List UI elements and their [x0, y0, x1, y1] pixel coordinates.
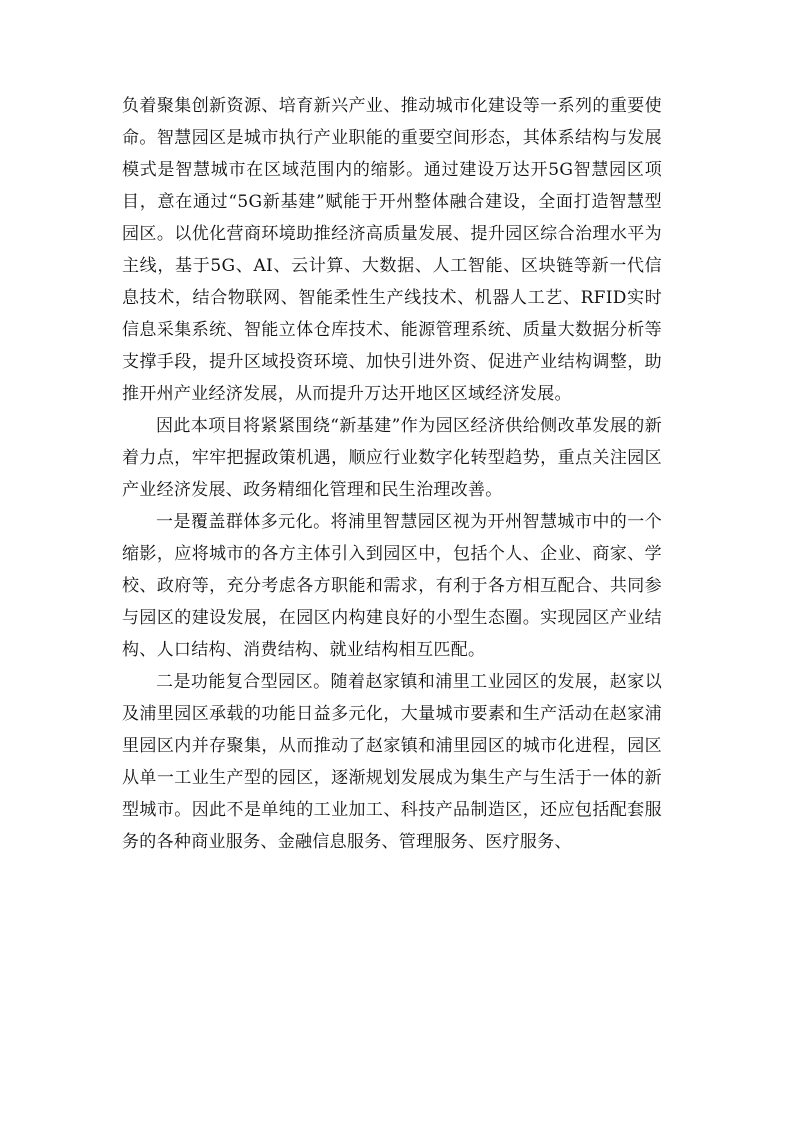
paragraph-3: 一是覆盖群体多元化。将浦里智慧园区视为开州智慧城市中的一个缩影，应将城市的各方主体引入到园区中，包括个人、企业、商家、学校、政府等，充分考虑各方职能和需求，有利于各方相互配合、共同参与园区的建设发展，在园区内构建良好的小型生态圈。实现园区产业结构、人口结构、消费结构、就业结构相互匹配。 [122, 512, 662, 660]
paragraph-1: 负着聚集创新资源、培育新兴产业、推动城市化建设等一系列的重要使命。智慧园区是城市执行产业职能的重要空间形态，其体系结构与发展模式是智慧城市在区域范围内的缩影。通过建设万达开5G智慧园区项目，意在通过“5G新基建”赋能于开州整体融合建设，全面打造智慧型园区。以优化营商环境助推经济高质量发展、提升园区综合治理水平为主线，基于5G、AI、云计算、大数据、人工智能、区块链等新一代信息技术，结合物联网、智能柔性生产线技术、机器人工艺、RFID实时信息采集系统、智能立体仓库技术、能源管理系统、质量大数据分析等支撑手段，提升区域投资环境、加快引进外资、促进产业结构调整，助推开州产业经济发展，从而提升万达开地区区域经济发展。 [122, 96, 662, 404]
paragraph-4: 二是功能复合型园区。随着赵家镇和浦里工业园区的发展，赵家以及浦里园区承载的功能日益多元化，大量城市要素和生产活动在赵家浦里园区内并存聚集，从而推动了赵家镇和浦里园区的城市化进程，园区从单一工业生产型的园区，逐渐规划发展成为集生产与生活于一体的新型城市。因此不是单纯的工业加工、科技产品制造区，还应包括配套服务的各种商业服务、金融信息服务、管理服务、医疗服务、 [122, 672, 662, 852]
document-body [122, 90, 662, 858]
paragraph-2: 因此本项目将紧紧围绕“新基建”作为园区经济供给侧改革发展的新着力点，牢牢把握政策机遇，顺应行业数字化转型趋势，重点关注园区产业经济发展、政务精细化管理和民生治理改善。 [122, 416, 662, 500]
